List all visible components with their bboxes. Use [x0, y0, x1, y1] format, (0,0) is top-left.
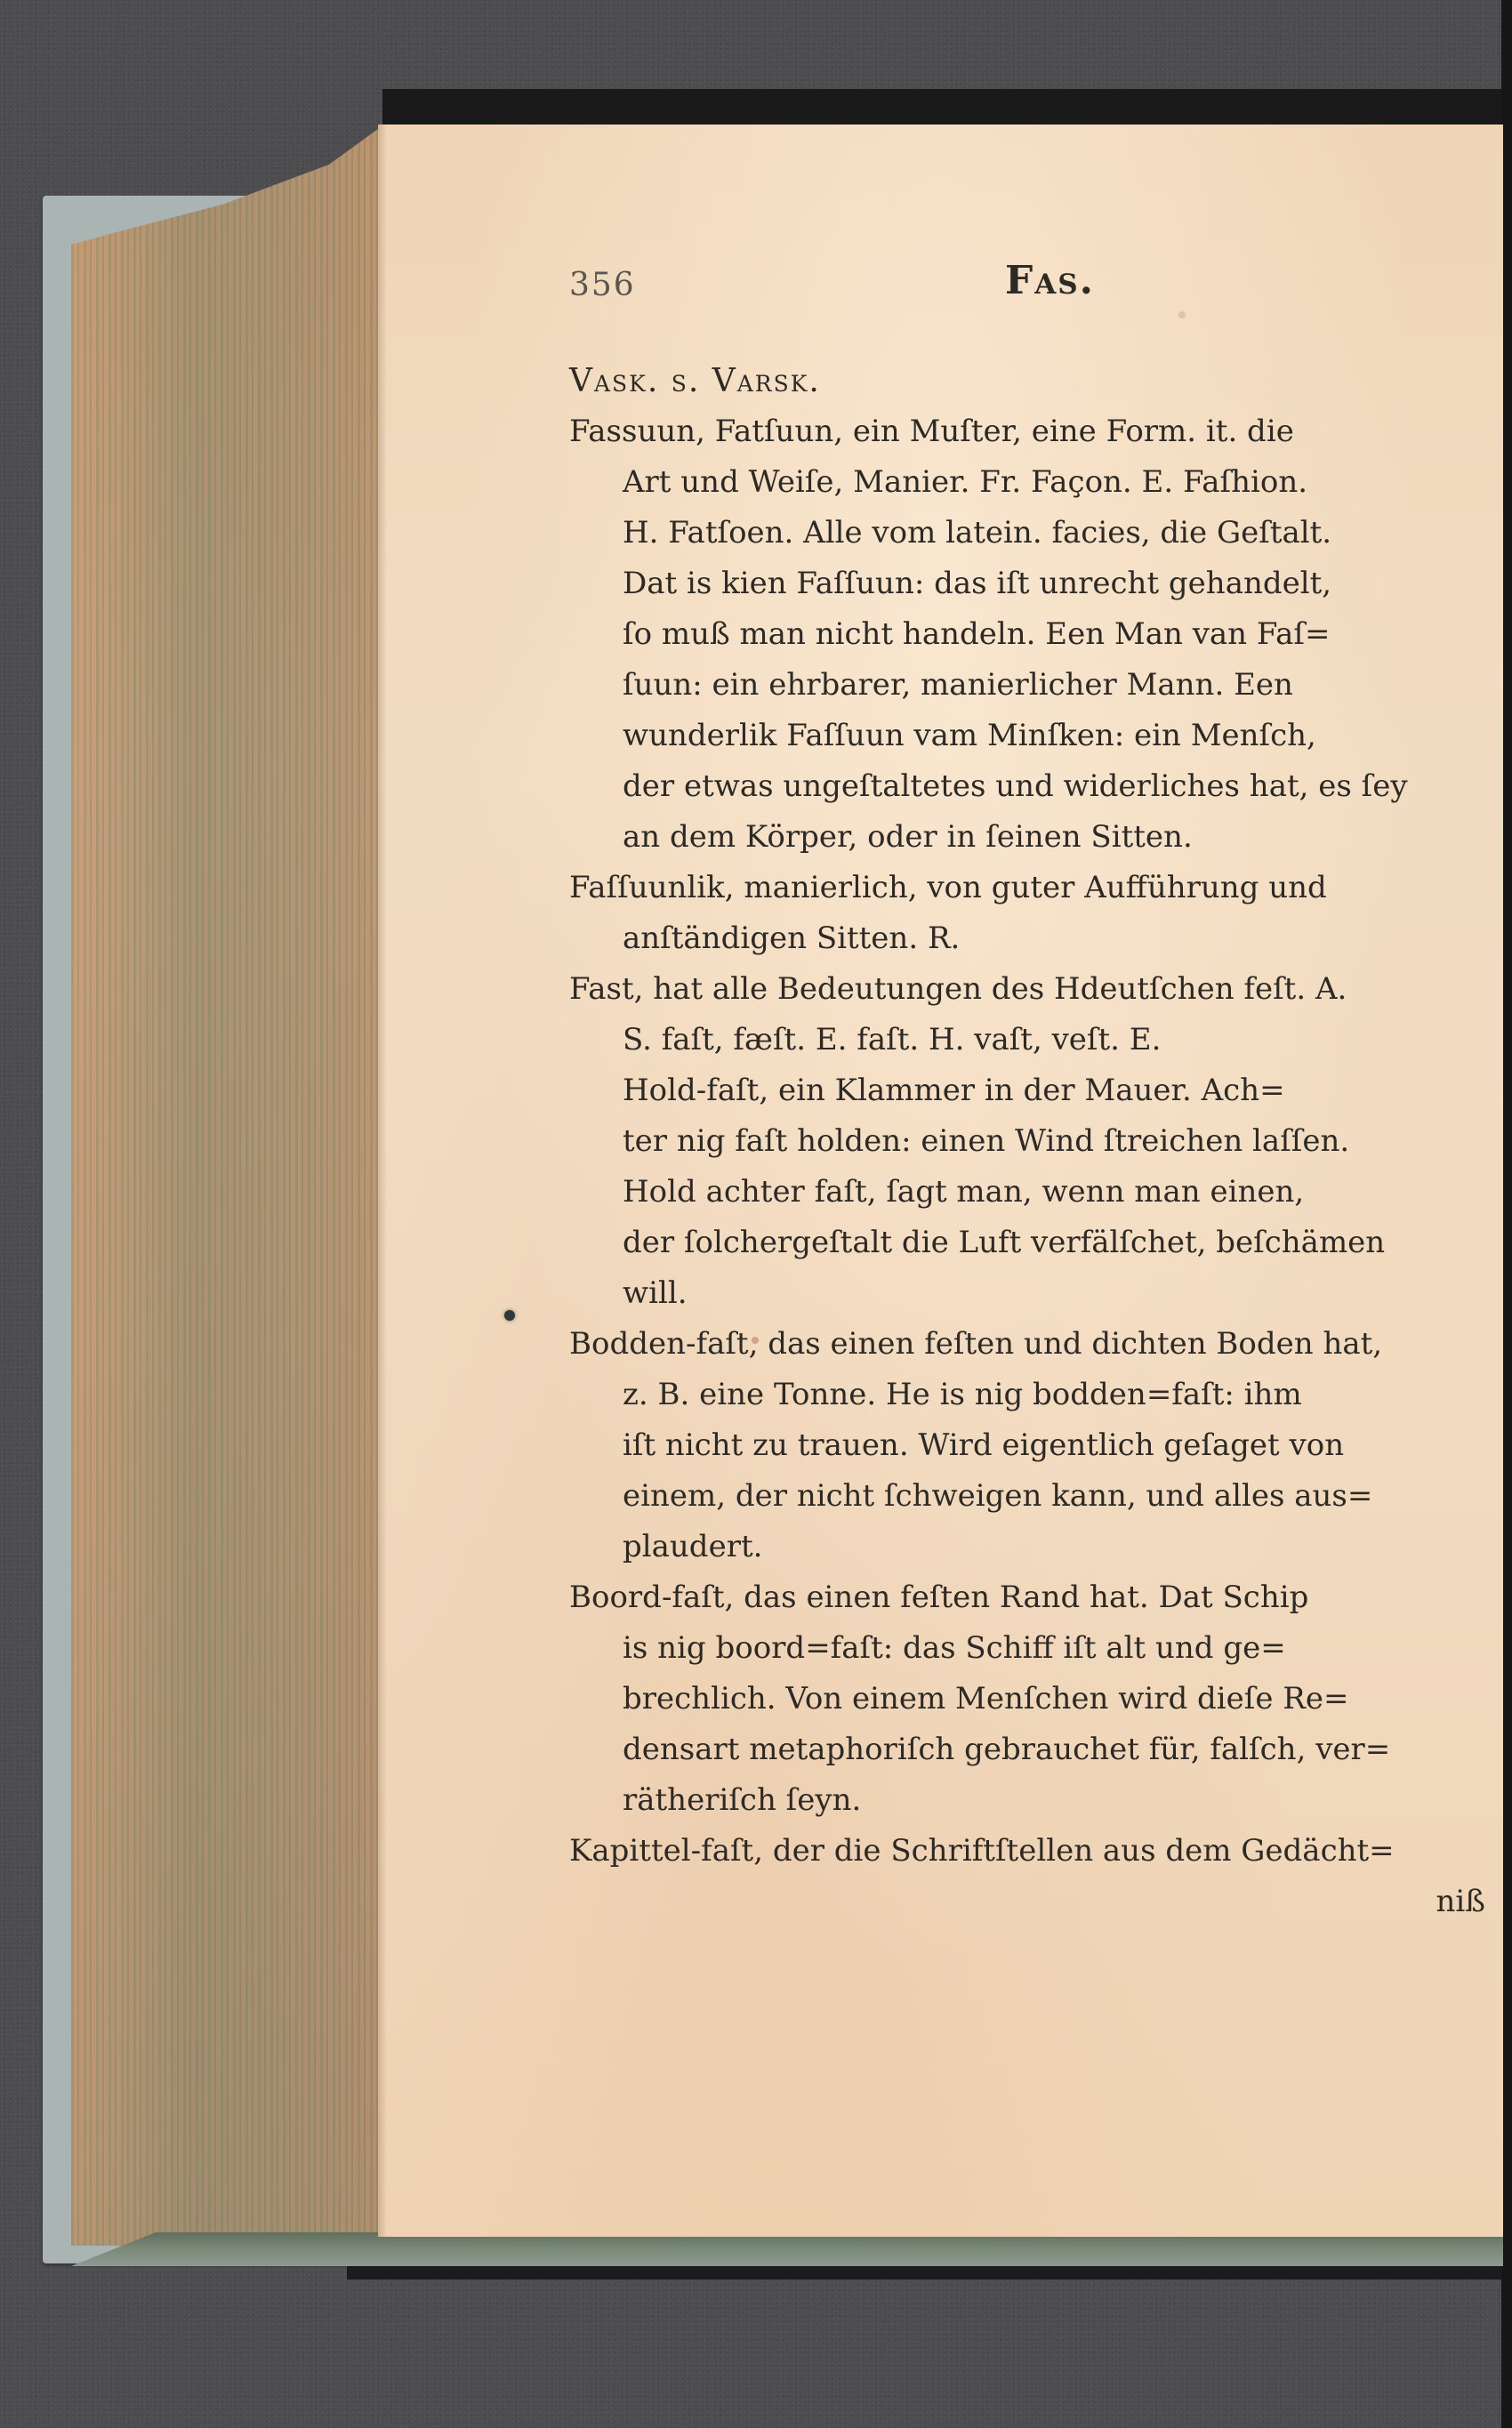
dictionary-entry-kapittel-fast	[569, 1826, 1485, 1877]
entry-line: is nig boord=faſt: das Schiff iſt alt und ge=	[623, 1630, 1286, 1666]
entry-line: der ſolchergeſtalt die Luft verfälſchet, beſchämen	[623, 1225, 1386, 1260]
entry-line: plaudert.	[623, 1529, 763, 1564]
entry-line: rätheriſch ſeyn.	[623, 1782, 862, 1818]
entry-line: Bodden-faſt, das einen feſten und dichten Boden hat,	[569, 1326, 1383, 1362]
dictionary-entry-boord-fast	[569, 1572, 1485, 1826]
catchword: niß	[1436, 1884, 1485, 1919]
cross-reference: Vask. s. Varsk.	[569, 363, 821, 399]
page-fore-edge	[71, 129, 378, 2246]
entry-line: an dem Körper, oder in ſeinen Sitten.	[623, 819, 1193, 855]
entry-line: Faſſuunlik, manierlich, von guter Aufführung und	[569, 870, 1327, 905]
entry-line: Dat is kien Faſſuun: das iſt unrecht gehandelt,	[623, 566, 1332, 601]
entry-line: Boord-faſt, das einen feſten Rand hat. Dat Schip	[569, 1580, 1309, 1615]
entry-line: z. B. eine Tonne. He is nig bodden=faſt: ihm	[623, 1377, 1302, 1412]
entry-line: densart metaphoriſch gebrauchet für, falſch, ver=	[623, 1732, 1391, 1767]
page-number: 356	[569, 267, 636, 303]
ink-dot-mark	[504, 1310, 515, 1321]
entry-line: der etwas ungeſtaltetes und widerliches hat, es ſey	[623, 768, 1408, 804]
entry-line: einem, der nicht ſchweigen kann, und alles aus=	[623, 1478, 1373, 1514]
entry-line: anſtändigen Sitten. R.	[623, 921, 961, 956]
entry-line: Hold achter faſt, ſagt man, wenn man einen,	[623, 1174, 1305, 1210]
entry-line: ſo muß man nicht handeln. Een Man van Faſ=	[623, 616, 1331, 652]
entry-line: H. Fatſoen. Alle vom latein. facies, die Geſtalt.	[623, 515, 1332, 551]
entry-line: Fassuun, Fatſuun, ein Muſter, eine Form. it. die	[569, 414, 1294, 449]
entry-line: Hold-faſt, ein Klammer in der Mauer. Ach=	[623, 1073, 1285, 1108]
entry-line: S. faſt, fæſt. E. faſt. H. vaſt, veſt. E.	[623, 1022, 1162, 1057]
entry-line: wunderlik Faſſuun vam Minſken: ein Menſch,	[623, 718, 1316, 753]
dictionary-entry-fast	[569, 964, 1485, 1319]
dictionary-entry-fassuun	[569, 406, 1485, 863]
entry-line: iſt nicht zu trauen. Wird eigentlich geſaget von	[623, 1427, 1345, 1463]
entry-line: Kapittel-faſt, der die Schriftſtellen aus dem Gedächt=	[569, 1833, 1395, 1869]
dictionary-entry-fassuunlik	[569, 863, 1485, 964]
running-head	[569, 258, 1485, 329]
entry-line: Fast, hat alle Bedeutungen des Hdeutſchen feſt. A.	[569, 971, 1347, 1007]
entry-line: ſuun: ein ehrbarer, manierlicher Mann. Een	[623, 667, 1293, 703]
page-bottom-edge	[71, 2232, 1503, 2266]
page-heading: Fas.	[1005, 258, 1095, 303]
entry-line: ter nig faſt holden: einen Wind ſtreichen laſſen.	[623, 1123, 1350, 1159]
entry-line: Art und Weiſe, Manier. Fr. Façon. E. Faſhion.	[623, 464, 1308, 500]
entry-line: brechlich. Von einem Menſchen wird dieſe Re=	[623, 1681, 1349, 1716]
background-shadow	[382, 89, 1512, 125]
book-page	[378, 125, 1503, 2237]
dictionary-entry-bodden-fast	[569, 1319, 1485, 1572]
entry-line: will.	[623, 1275, 688, 1311]
text-block	[569, 258, 1485, 1927]
